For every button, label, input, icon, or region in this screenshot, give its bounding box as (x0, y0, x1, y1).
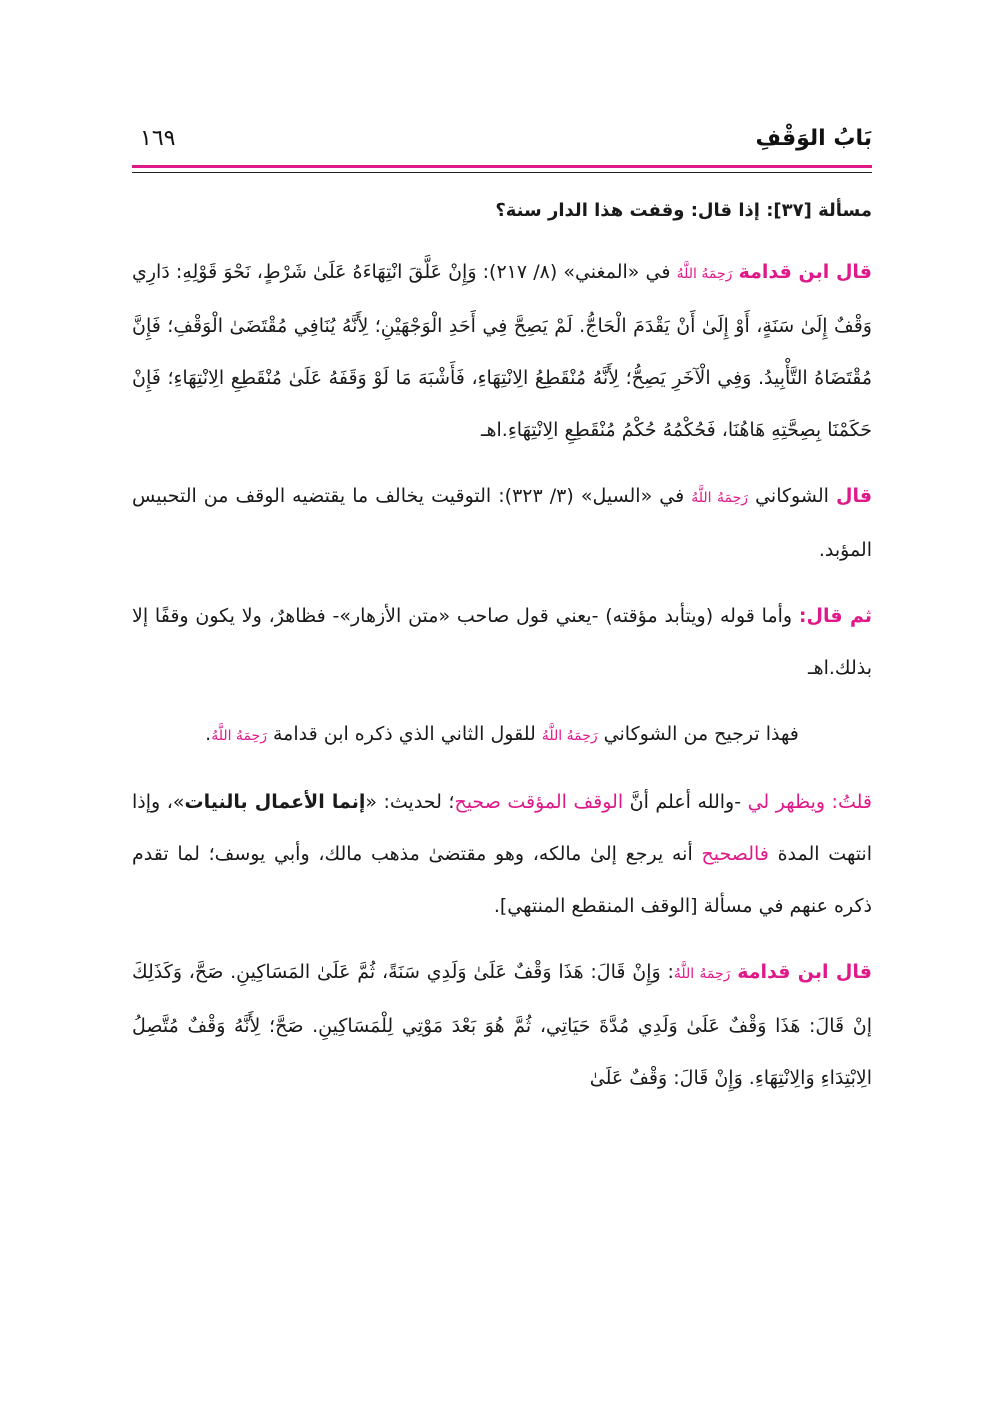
issue-heading (132, 190, 872, 232)
opinion-text: -والله أعلم أنَّ (629, 791, 742, 813)
quote-shawkani-2 (132, 590, 872, 694)
opinion-opener: قلتُ: ويظهر لي (747, 791, 872, 813)
page-number: ١٦٩ (140, 126, 176, 151)
quote-ibn-qudama-1 (132, 246, 872, 456)
speaker-label: قال ابن قدامة (737, 961, 872, 983)
author-comment (132, 708, 872, 762)
quote-text: في «المغني» (٨/ ٢١٧): وَإِنْ عَلَّقَ انْتِهَاءَهُ عَلَىٰ شَرْطٍ، نَحْوَ قَوْلِهِ: دَارِي وَقْفٌ إِلَىٰ سَنَةٍ، أَوْ إِلَىٰ أَنْ يَقْدَمَ الْحَاجُّ. لَمْ يَصِحَّ فِي أَحَدِ الْوَجْهَيْنِ؛ لِأَنَّهُ يُنَافِي مُقْتَضَىٰ الْوَقْفِ؛ فَإِنَّ مُقْتَضَاهُ التَّأْبِيدُ. وَفِي الْآخَرِ يَصِحُّ؛ لِأَنَّهُ مُنْقَطِعُ الِانْتِهَاءِ، فَأَشْبَهَ مَا لَوْ وَقَفَهُ عَلَىٰ مُنْقَطِعِ الِانْتِهَاءِ؛ فَإِنْ حَكَمْنَا بِصِحَّتِهِ هَاهُنَا، فَحُكْمُهُ حُكْمُ مُنْقَطِعِ الِانْتِهَاءِ.اهـ (132, 261, 872, 441)
quote-text: في «السيل» (٣/ ٣٢٣): التوقيت يخالف ما يقتضيه الوقف من التحبيس المؤبد. (132, 485, 872, 561)
honorific-mark: رَحِمَهُ اللَّهُ (676, 266, 733, 282)
issue-label: مسألة [٣٧]: (766, 200, 872, 221)
opinion-highlight: فالصحيح (701, 843, 769, 865)
hadith-text: إنما الأعمال بالنيات (184, 791, 366, 813)
quote-text: وأما قوله (ويتأبد مؤقته) -يعني قول صاحب «متن الأزهار»- فظاهرٌ، ولا يكون وقفًا إلا بذلك.اهـ (132, 605, 872, 679)
header-rule-thin (132, 172, 872, 173)
honorific-mark: رَحِمَهُ اللَّهُ (211, 728, 267, 744)
speaker-label: قال ابن قدامة (738, 261, 873, 283)
quote-text: : وَإِنْ قَالَ: هَذَا وَقْفٌ عَلَىٰ وَلَدِي سَنَةً، ثُمَّ عَلَىٰ المَسَاكِينِ. صَحَّ، وَكَذَلِكَ إنْ قَالَ: هَذَا وَقْفٌ عَلَىٰ وَلَدِي مُدَّةَ حَيَاتِي، ثُمَّ هُوَ بَعْدَ مَوْتِي لِلْمَسَاكِينِ. صَحَّ؛ لِأَنَّهُ وَقْفٌ مُتَّصِلُ الِابْتِدَاءِ وَالِانْتِهَاءِ. وَإِنْ قَالَ: وَقْفٌ عَلَىٰ (132, 961, 872, 1089)
opinion-text: أنه يرجع إلىٰ مالكه، وهو مقتضىٰ مذهب مالك، وأبي يوسف؛ لما تقدم ذكره عنهم في مسألة [الوقف المنقطع المنتهي]. (132, 843, 872, 917)
chapter-title: بَابُ الوَقْفِ (755, 126, 872, 151)
honorific-mark: رَحِمَهُ اللَّهُ (541, 728, 598, 744)
quote-shawkani-1 (132, 470, 872, 576)
honorific-mark: رَحِمَهُ اللَّهُ (673, 966, 731, 982)
honorific-mark: رَحِمَهُ اللَّهُ (691, 490, 749, 506)
quote-ibn-qudama-2 (132, 946, 872, 1104)
comment-text-after: . (205, 723, 212, 745)
author-opinion (132, 776, 872, 932)
speaker-label: ثم قال: (798, 605, 872, 627)
opinion-text: »، وإذا انتهت المدة (132, 791, 872, 865)
page-header (132, 120, 872, 160)
opinion-text: ؛ لحديث: « (365, 791, 455, 813)
speaker-label: قال (835, 485, 873, 507)
opinion-highlight: الوقف المؤقت صحيح (454, 791, 624, 813)
comment-text-middle: للقول الثاني الذي ذكره ابن قدامة (273, 723, 536, 745)
issue-title: إذا قال: وقفت هذا الدار سنة؟ (495, 200, 760, 221)
comment-text-before: فهذا ترجيح من الشوكاني (603, 723, 799, 745)
page-body (132, 190, 872, 1118)
speaker-name: الشوكاني (755, 485, 829, 507)
header-rule-thick (132, 165, 872, 168)
